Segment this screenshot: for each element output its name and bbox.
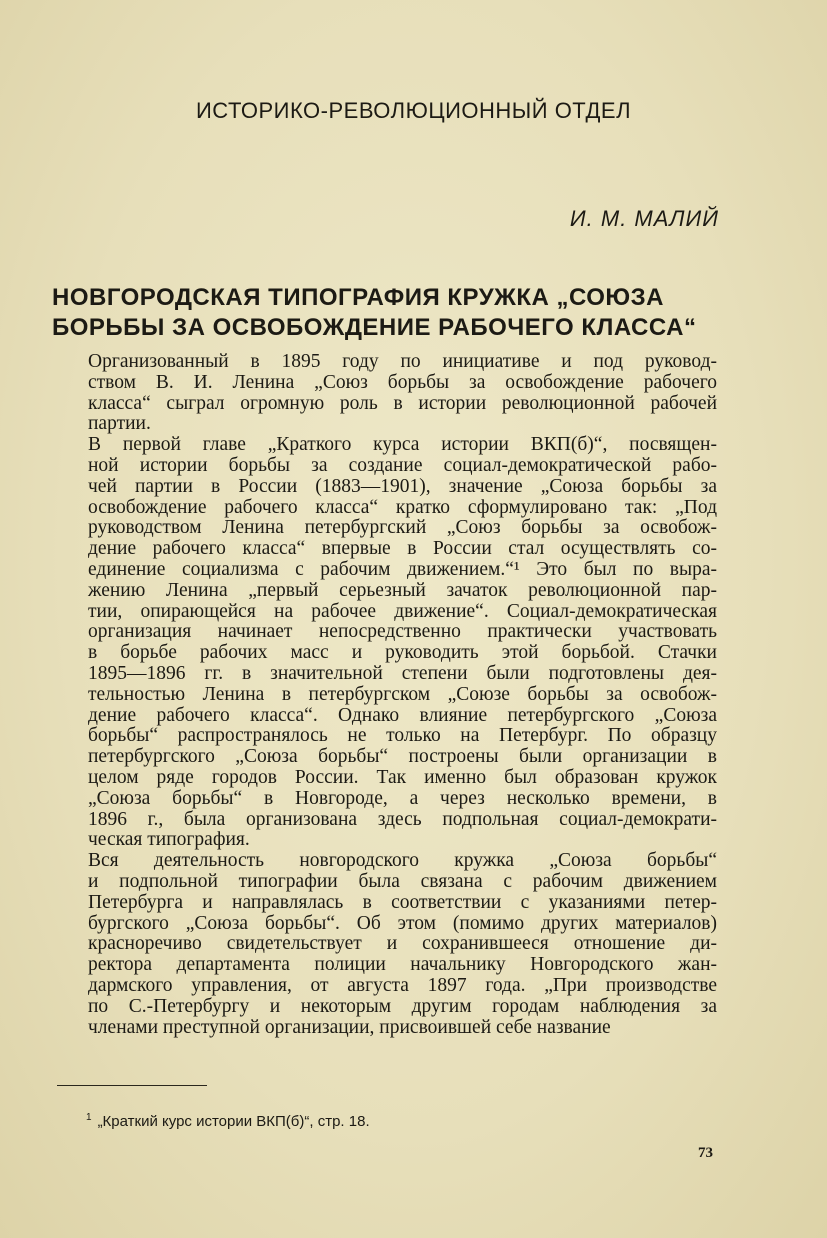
author-name: И. М. МАЛИЙ <box>569 206 719 231</box>
article-title-line: НОВГОРОДСКАЯ ТИПОГРАФИЯ КРУЖКА „СОЮЗА <box>52 284 665 311</box>
text-line: борьбы“ распространялось не только на Петербург. По образцу <box>88 725 717 747</box>
text-line: руководством Ленина петербургский „Союз борьбы за освобож- <box>88 517 717 539</box>
text-line: членами преступной организации, присвоившей себе название <box>88 1016 611 1038</box>
paragraph <box>52 851 717 1038</box>
footnote-rule <box>57 1085 207 1086</box>
text-line: ством В. И. Ленина „Союз борьбы за освобождение рабочего <box>88 371 717 393</box>
text-line: 1896 г., была организована здесь подпольная социал-демократи- <box>88 808 717 830</box>
text-line: единение социализма с рабочим движением.“¹ Это был по выра- <box>88 558 717 580</box>
text-line: освобождение рабочего класса“ кратко сформулировано так: „Под <box>88 496 717 518</box>
text-line: целом ряде городов России. Так именно был образован кружок <box>88 766 717 788</box>
text-line: ректора департамента полиции начальнику Новгородского жан- <box>88 954 717 976</box>
text-line: и подпольной типографии была связана с рабочим движением <box>88 870 717 892</box>
text-line: ной истории борьбы за создание социал-демократической рабо- <box>88 454 717 476</box>
page-number: 73 <box>698 1145 713 1161</box>
text-line: жению Ленина „первый серьезный зачаток революционной пар- <box>88 579 717 601</box>
text-line: тельностью Ленина в петербургском „Союзе борьбы за освобож- <box>88 683 717 705</box>
article-body <box>52 352 717 1038</box>
text-line: дение рабочего класса“. Однако влияние петербургского „Союза <box>88 704 717 726</box>
text-line: класса“ сыграл огромную роль в истории революционной рабочей <box>88 392 717 414</box>
text-line: В первой главе „Краткого курса истории ВКП(б)“, посвящен- <box>88 434 717 456</box>
text-line: чей партии в России (1883—1901), значение „Союза борьбы за <box>88 475 717 497</box>
text-line: петербургского „Союза борьбы“ построены были организации в <box>88 746 717 768</box>
text-line: красноречиво свидетельствует и сохранившееся отношение ди- <box>88 933 717 955</box>
text-line: дармского управления, от августа 1897 года. „При производстве <box>88 974 717 996</box>
text-line: бургского „Союза борьбы“. Об этом (помимо других материалов) <box>88 912 717 934</box>
text-line: 1895—1896 гг. в значительной степени были подготовлены дея- <box>88 662 717 684</box>
footnote-marker: 1 <box>86 1112 92 1123</box>
text-line: по С.-Петербургу и некоторым другим городам наблюдения за <box>88 995 717 1017</box>
footnote-text: „Краткий курс истории ВКП(б)“, стр. 18. <box>97 1113 370 1130</box>
text-line: дение рабочего класса“ впервые в России стал осуществлять со- <box>88 538 717 560</box>
text-line: в борьбе рабочих масс и руководить этой борьбой. Стачки <box>88 642 717 664</box>
text-line: организация начинает непосредственно практически участвовать <box>88 621 717 643</box>
paragraph <box>52 352 717 435</box>
paragraph <box>52 435 717 851</box>
text-line: ческая типография. <box>88 829 250 851</box>
footnote <box>86 1112 370 1130</box>
article-title-line: БОРЬБЫ ЗА ОСВОБОЖДЕНИЕ РАБОЧЕГО КЛАССА“ <box>52 314 697 341</box>
article-title <box>52 283 712 343</box>
text-line: Петербурга и направлялась в соответствии с указаниями петер- <box>88 891 717 913</box>
text-line: Вся деятельность новгородского кружка „Союза борьбы“ <box>88 850 717 872</box>
section-title: ИСТОРИКО-РЕВОЛЮЦИОННЫЙ ОТДЕЛ <box>195 98 632 123</box>
text-line: Организованный в 1895 году по инициативе и под руковод- <box>88 351 717 372</box>
text-line: тии, опирающейся на рабочее движение“. Социал-демократическая <box>88 600 717 622</box>
text-line: „Союза борьбы“ в Новгороде, а через несколько времени, в <box>88 787 717 809</box>
text-line: партии. <box>88 413 151 435</box>
